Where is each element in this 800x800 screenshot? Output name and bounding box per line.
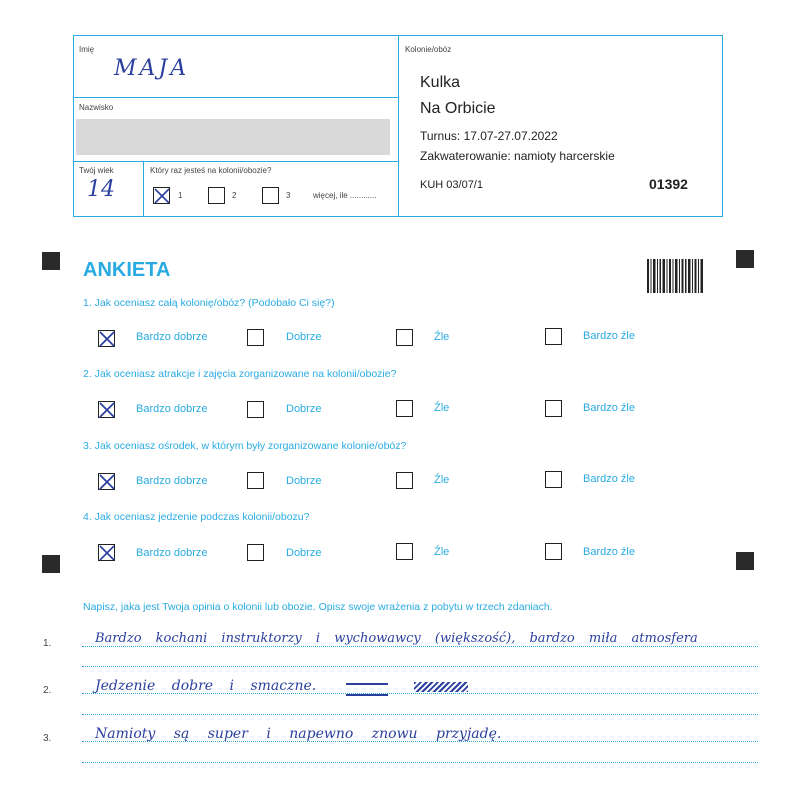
question-2-text: 2. Jak oceniasz atrakcje i zajęcia zorganizowane na kolonii/obozie? xyxy=(83,368,397,380)
answer-2-line xyxy=(82,693,758,694)
q3-option-dobrze-checkbox[interactable] xyxy=(247,472,264,489)
q2-option-dobrze-checkbox[interactable] xyxy=(247,401,264,418)
question-3-text: 3. Jak oceniasz ośrodek, w którym były zorganizowane kolonie/obóz? xyxy=(83,440,407,452)
registration-marker-top-left xyxy=(42,252,60,270)
q2-option-dobrze-label: Dobrze xyxy=(286,403,322,415)
answer-1-number: 1. xyxy=(43,638,52,649)
q1-option-bardzo-zle-label: Bardzo źle xyxy=(583,330,635,342)
camp-label: Kolonie/obóz xyxy=(405,45,452,54)
times-label: Który raz jesteś na kolonii/obozie? xyxy=(150,166,272,175)
cross-mark-icon xyxy=(154,188,171,205)
header-form xyxy=(73,35,723,217)
name-label: Imię xyxy=(79,45,95,54)
turnus-dates: Turnus: 17.07-27.07.2022 xyxy=(420,129,558,143)
q4-option-dobrze-checkbox[interactable] xyxy=(247,544,264,561)
q1-option-dobrze-label: Dobrze xyxy=(286,331,322,343)
barcode-icon xyxy=(647,259,703,293)
q3-option-bardzo-zle-checkbox[interactable] xyxy=(545,471,562,488)
form-number: 01392 xyxy=(649,176,688,192)
q3-option-bardzo-zle-label: Bardzo źle xyxy=(583,473,635,485)
q4-option-bardzo-dobrze-checkbox[interactable] xyxy=(98,544,115,561)
scribbled-out-text xyxy=(346,683,388,696)
q2-option-bardzo-dobrze-label: Bardzo dobrze xyxy=(136,403,208,415)
q4-option-zle-label: Źle xyxy=(434,546,450,558)
q1-option-bardzo-dobrze-label: Bardzo dobrze xyxy=(136,331,208,343)
q4-option-bardzo-zle-label: Bardzo źle xyxy=(583,546,635,558)
cross-mark-icon xyxy=(99,474,116,491)
q1-option-bardzo-dobrze-checkbox[interactable] xyxy=(98,330,115,347)
cross-mark-icon xyxy=(99,545,116,562)
camp-name-line-2: Na Orbicie xyxy=(420,100,496,117)
registration-marker-top-right xyxy=(736,250,754,268)
q2-option-bardzo-dobrze-checkbox[interactable] xyxy=(98,401,115,418)
age-value[interactable]: 14 xyxy=(87,177,115,202)
q4-option-dobrze-label: Dobrze xyxy=(286,547,322,559)
header-divider xyxy=(398,36,399,216)
q2-option-bardzo-zle-checkbox[interactable] xyxy=(545,400,562,417)
times-checkbox-1[interactable] xyxy=(153,187,170,204)
q1-option-bardzo-zle-checkbox[interactable] xyxy=(545,328,562,345)
q4-option-zle-checkbox[interactable] xyxy=(396,543,413,560)
answer-2-number: 2. xyxy=(43,685,52,696)
q3-option-zle-label: Źle xyxy=(434,474,450,486)
registration-marker-mid-left xyxy=(42,555,60,573)
times-checkbox-3[interactable] xyxy=(262,187,279,204)
answer-3-number: 3. xyxy=(43,733,52,744)
name-row-divider xyxy=(74,97,398,98)
q2-option-zle-label: Źle xyxy=(434,402,450,414)
cross-mark-icon xyxy=(99,402,116,419)
opinion-prompt: Napisz, jaka jest Twoja opinia o kolonii lub obozie. Opisz swoje wrażenia z pobytu w trzech zdaniach. xyxy=(83,601,553,613)
q3-option-bardzo-dobrze-label: Bardzo dobrze xyxy=(136,475,208,487)
q3-option-zle-checkbox[interactable] xyxy=(396,472,413,489)
answer-1-line-2 xyxy=(82,666,758,667)
age-label: Twój wiek xyxy=(79,166,114,175)
times-option-2: 2 xyxy=(232,191,237,200)
name-value[interactable]: MAJA xyxy=(114,56,190,81)
answer-1-line xyxy=(82,646,758,647)
registration-marker-mid-right xyxy=(736,552,754,570)
cross-mark-icon xyxy=(99,331,116,348)
accommodation: Zakwaterowanie: namioty harcerskie xyxy=(420,149,615,163)
q4-option-bardzo-dobrze-label: Bardzo dobrze xyxy=(136,547,208,559)
answer-3-line xyxy=(82,741,758,742)
camp-code: KUH 03/07/1 xyxy=(420,179,483,191)
answer-2-text[interactable]: Jedzenie dobre i smaczne. xyxy=(95,678,317,694)
q3-option-dobrze-label: Dobrze xyxy=(286,475,322,487)
q2-option-zle-checkbox[interactable] xyxy=(396,400,413,417)
answer-1-text[interactable]: Bardzo kochani instruktorzy i wychowawcy (większość), bardzo miła atmosfera xyxy=(95,631,698,646)
times-option-1: 1 xyxy=(178,191,183,200)
times-more-label: więcej, ile ............ xyxy=(313,191,377,200)
q4-option-bardzo-zle-checkbox[interactable] xyxy=(545,543,562,560)
survey-title: ANKIETA xyxy=(83,259,171,281)
q2-option-bardzo-zle-label: Bardzo źle xyxy=(583,402,635,414)
question-1-text: 1. Jak oceniasz całą kolonię/obóz? (Podobało Ci się?) xyxy=(83,297,335,309)
camp-name-line-1: Kulka xyxy=(420,74,461,91)
q1-option-zle-label: Źle xyxy=(434,331,450,343)
question-4-text: 4. Jak oceniasz jedzenie podczas kolonii/obozu? xyxy=(83,511,310,523)
surname-label: Nazwisko xyxy=(79,103,114,112)
surname-row-divider xyxy=(74,161,398,162)
surname-redaction xyxy=(76,119,390,155)
q1-option-zle-checkbox[interactable] xyxy=(396,329,413,346)
answer-3-text[interactable]: Namioty są super i napewno znowu przyjadę. xyxy=(95,726,502,742)
q3-option-bardzo-dobrze-checkbox[interactable] xyxy=(98,473,115,490)
times-option-3: 3 xyxy=(286,191,291,200)
answer-3-line-2 xyxy=(82,762,758,763)
answer-2-line-2 xyxy=(82,714,758,715)
age-divider xyxy=(143,161,144,216)
scribbled-out-text xyxy=(414,682,468,692)
times-checkbox-2[interactable] xyxy=(208,187,225,204)
q1-option-dobrze-checkbox[interactable] xyxy=(247,329,264,346)
